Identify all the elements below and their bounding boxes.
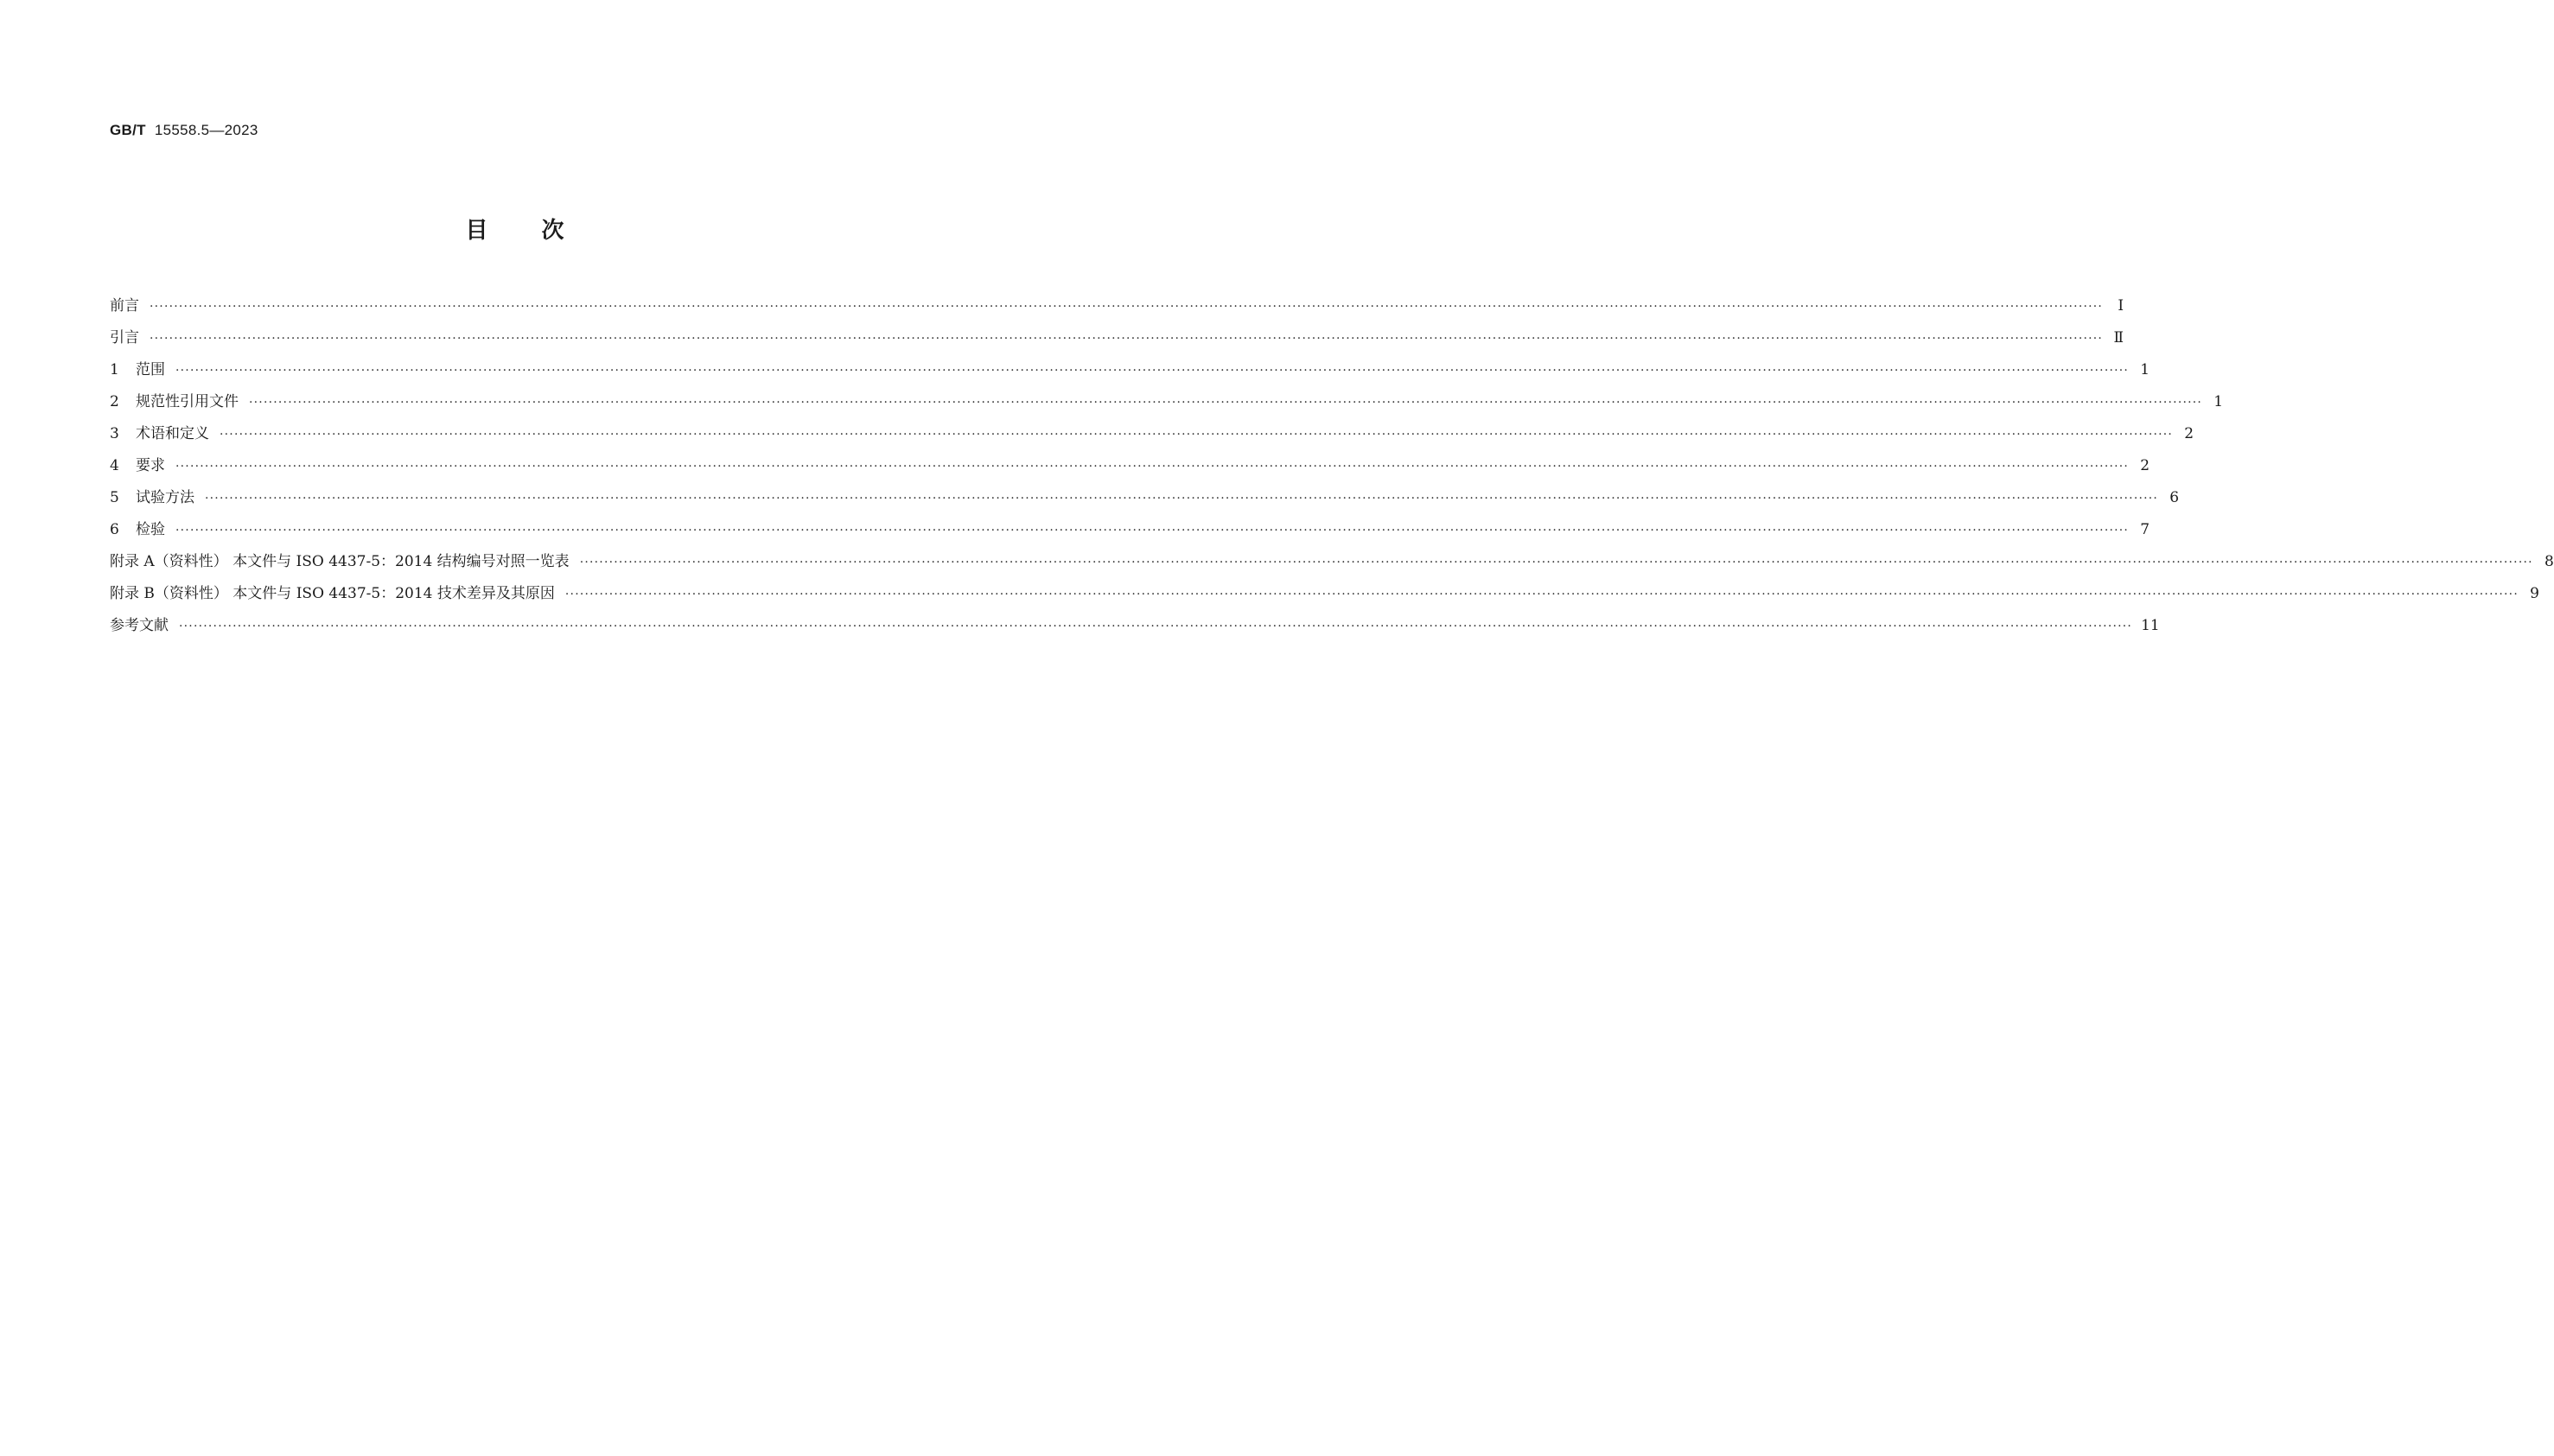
toc-leader-dots: ················································································································································································································································································································································································································: [175, 524, 2130, 537]
toc-title-char-1: 目: [465, 218, 488, 244]
toc-entry-annex-a[interactable]: [110, 549, 2554, 581]
toc-leader-dots: ················································································································································································································································································································································································································: [205, 492, 2159, 505]
toc-entry-terms-definitions[interactable]: [110, 421, 2194, 453]
toc-entry-number: 4: [110, 457, 119, 474]
toc-entry-page: Ⅱ: [2113, 329, 2124, 347]
toc-entry-requirements[interactable]: [110, 453, 2150, 485]
document-code-number: 15558.5—2023: [154, 122, 258, 138]
document-code-prefix: GB/T: [110, 122, 146, 138]
toc-entry-label: 附录 A（资料性） 本文件与 ISO 4437-5：2014 结构编号对照一览表: [110, 553, 570, 570]
toc-leader-dots: ················································································································································································································································································································································································································: [175, 364, 2130, 378]
toc-leader-dots: ················································································································································································································································································································································································································: [220, 428, 2174, 442]
toc-leader-dots: ················································································································································································································································································································································································································: [175, 460, 2130, 474]
toc-entry-page: 2: [2140, 457, 2150, 474]
toc-entry-label: 范围: [136, 361, 165, 378]
toc-entry-number: 1: [110, 361, 119, 378]
toc-entry-label: 试验方法: [136, 489, 194, 506]
toc-leader-dots: ················································································································································································································································································································································································································: [150, 332, 2104, 346]
toc-entry-label: 参考文献: [110, 617, 169, 634]
toc-entry-label: 规范性引用文件: [136, 393, 239, 410]
toc-entry-page: 6: [2169, 489, 2180, 506]
toc-entry-inspection[interactable]: [110, 517, 2150, 549]
toc-entry-scope[interactable]: [110, 357, 2150, 389]
toc-leader-dots: ················································································································································································································································································································································································································: [564, 588, 2519, 601]
toc-entry-page: 1: [2140, 361, 2150, 378]
toc-entry-label: 术语和定义: [136, 425, 209, 442]
toc-entry-page: Ⅰ: [2118, 297, 2124, 315]
toc-leader-dots: ················································································································································································································································································································································································································: [249, 396, 2203, 410]
toc-entry-bibliography[interactable]: [110, 613, 2160, 645]
toc-entry-page: 7: [2140, 521, 2150, 538]
toc-entry-number: 6: [110, 521, 119, 538]
toc-entry-page: 11: [2141, 617, 2160, 634]
toc-entry-number: 5: [110, 489, 119, 506]
toc-entry-annex-b[interactable]: [110, 581, 2539, 613]
toc-entry-normative-references[interactable]: [110, 389, 2224, 421]
toc-leader-dots: ················································································································································································································································································································································································································: [579, 556, 2533, 569]
toc-entry-page: 9: [2530, 585, 2539, 602]
toc-leader-dots: ················································································································································································································································································································································································································: [150, 300, 2104, 314]
toc-entry-page: 8: [2544, 553, 2554, 570]
toc-leader-dots: ················································································································································································································································································································································································································: [179, 620, 2133, 633]
toc-entry-number: 2: [110, 393, 119, 410]
toc-title: [0, 213, 1029, 245]
toc-entry-test-methods[interactable]: [110, 485, 2180, 517]
toc-entry-preface[interactable]: [110, 293, 2124, 325]
toc-entry-label: 引言: [110, 329, 139, 347]
toc-entry-introduction[interactable]: [110, 325, 2124, 357]
toc-entry-label: 附录 B（资料性） 本文件与 ISO 4437-5：2014 技术差异及其原因: [110, 585, 555, 602]
toc-entry-page: 2: [2184, 425, 2194, 442]
toc-entry-label: 检验: [136, 521, 165, 538]
document-code: [110, 122, 258, 139]
toc-entry-label: 前言: [110, 297, 139, 315]
toc-entry-page: 1: [2213, 393, 2224, 410]
toc-entry-number: 3: [110, 425, 119, 442]
toc-entry-label: 要求: [136, 457, 165, 474]
table-of-contents: [110, 293, 2554, 645]
toc-title-char-2: 次: [541, 218, 564, 244]
